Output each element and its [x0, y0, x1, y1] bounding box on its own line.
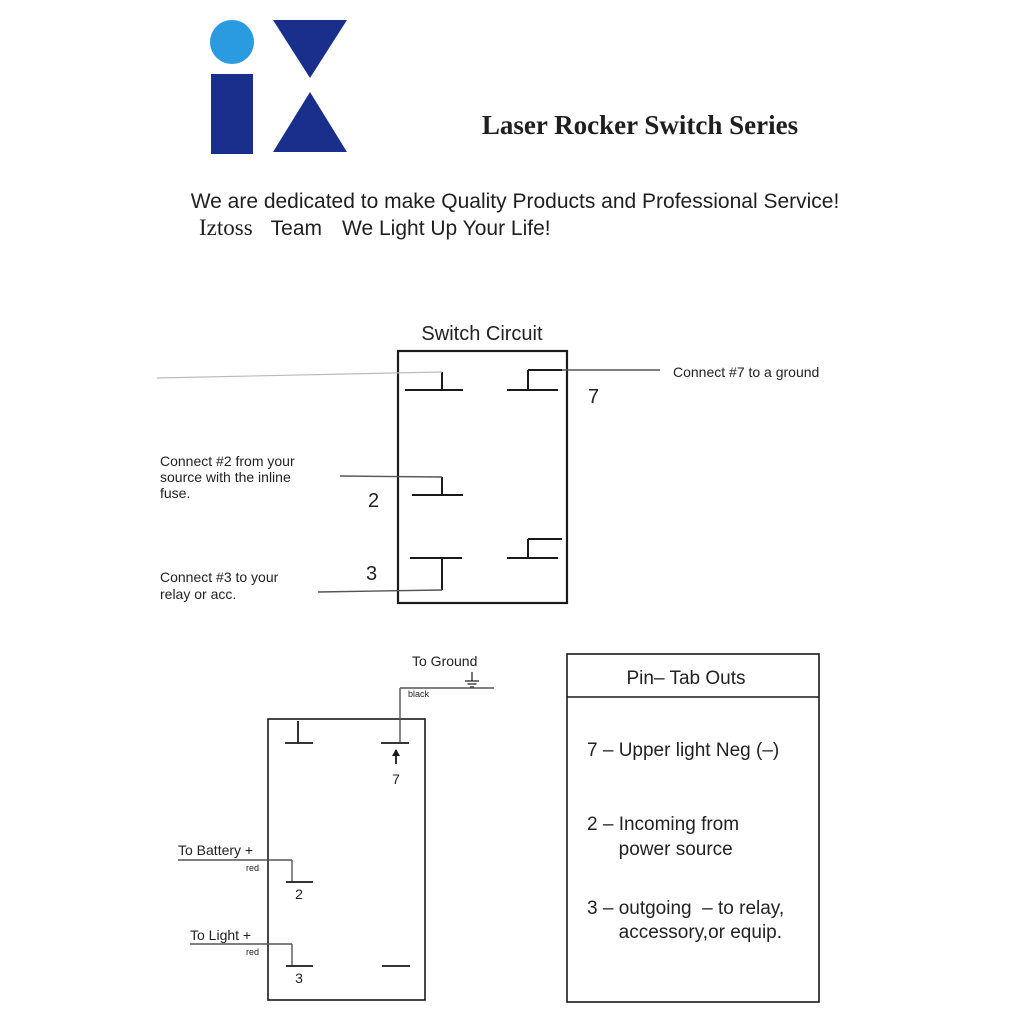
pinout-panel	[567, 654, 819, 1002]
terminal-pin7	[507, 370, 562, 390]
note-source-3: fuse.	[160, 485, 191, 501]
battery-label: To Battery +	[178, 842, 254, 858]
pinout-title: Pin– Tab Outs	[626, 668, 746, 689]
terminal-bottom-right	[507, 539, 562, 558]
note-relay-1: Connect #3 to your	[160, 569, 279, 585]
note-source-1: Connect #2 from your	[160, 453, 295, 469]
brand-name: Iztoss	[199, 215, 253, 240]
slogan: We Light Up Your Life!	[342, 217, 551, 240]
pinout-item-7: 7 – Upper light Neg (–)	[587, 740, 780, 761]
arrow-up-icon	[392, 749, 400, 756]
note-ground: Connect #7 to a ground	[673, 364, 820, 380]
team-label: Team	[270, 217, 323, 240]
terminal-pin3	[410, 558, 462, 590]
battery-wire-color: red	[246, 863, 260, 873]
note-relay-2: relay or acc.	[160, 586, 237, 602]
pin3-label: 3	[366, 563, 378, 585]
lead-top-left	[157, 372, 442, 378]
tagline: We are dedicated to make Quality Products and Professional Service!	[190, 190, 840, 213]
ground-icon	[465, 672, 479, 687]
page-title: Laser Rocker Switch Series	[481, 110, 799, 140]
wire-battery	[178, 860, 292, 882]
wiring-pin3-label: 3	[295, 970, 303, 986]
note-source-2: source with the inline	[160, 469, 291, 485]
wire-pin3-relay	[318, 590, 442, 592]
light-wire-color: red	[246, 947, 260, 957]
black-wire-label: black	[408, 689, 430, 699]
terminal-top-left	[405, 372, 463, 390]
wiring-pin2-label: 2	[295, 886, 303, 902]
pinout-item-2-line2: power source	[587, 839, 733, 860]
pinout-item-2-line1: 2 – Incoming from	[587, 814, 740, 835]
wire-light	[190, 944, 292, 966]
pinout-item-3-line2: accessory,or equip.	[587, 922, 783, 943]
pinout-item-3-line1: 3 – outgoing – to relay,	[587, 898, 785, 919]
pin2-label: 2	[368, 490, 380, 512]
ground-label: To Ground	[412, 653, 478, 669]
wiring-terminal-top-left	[285, 721, 313, 743]
switch-circuit-diagram	[157, 323, 819, 603]
terminal-pin2	[412, 477, 463, 495]
wire-pin2-source	[340, 476, 442, 477]
switch-circuit-title: Switch Circuit	[421, 323, 543, 345]
light-label: To Light +	[190, 927, 252, 943]
pin7-label: 7	[588, 386, 600, 408]
wiring-pin7-label: 7	[392, 771, 400, 787]
wiring-diagram	[178, 653, 494, 1000]
